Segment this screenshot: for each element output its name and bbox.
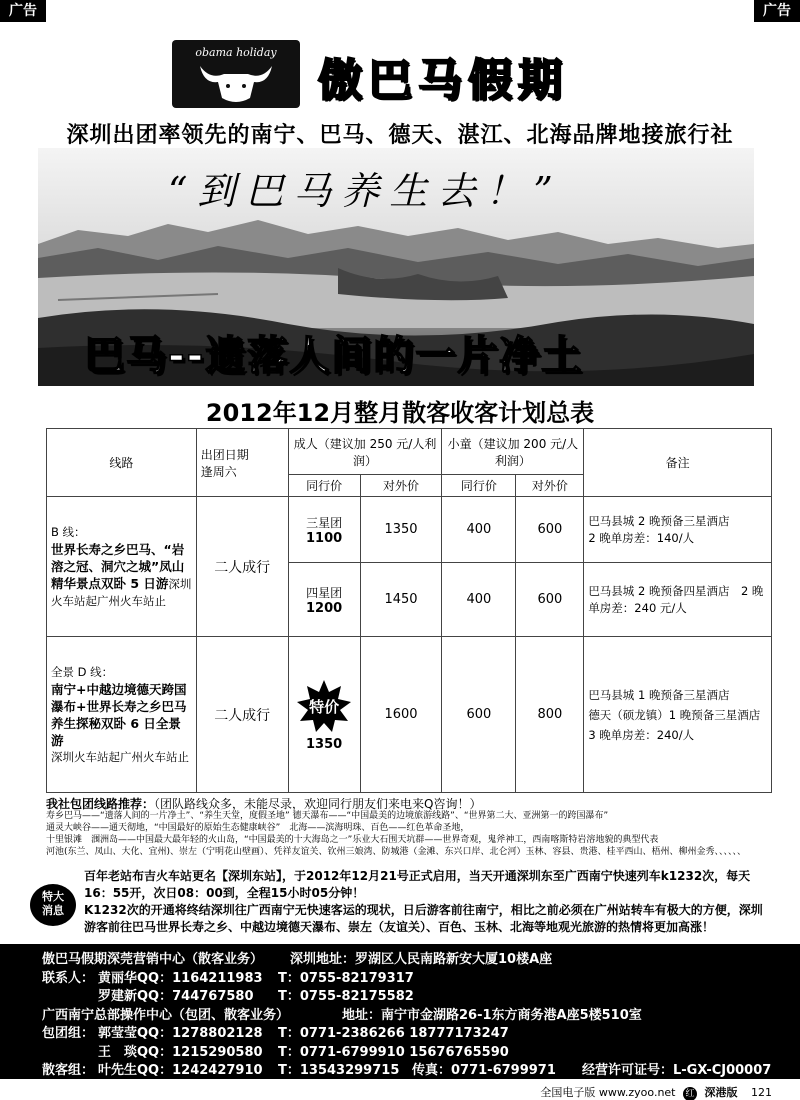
bull-head-icon (196, 60, 276, 106)
contact-label: 联系人： (42, 970, 95, 986)
header-child-retail: 对外价 (516, 475, 584, 497)
child-peer-price: 600 (442, 637, 516, 793)
brand-logo (172, 40, 300, 108)
route-name: 世界长寿之乡巴马、“岩溶之冠、洞穴之城”凤山精华景点双卧 5 日游 (51, 541, 185, 591)
route-line: 通灵大峡谷——通天彻地，“中国最好的原始生态健康峡谷” 北海——滨海明珠、百色——红色革命圣地， (46, 823, 470, 833)
child-peer-price: 400 (442, 497, 516, 563)
hq-address: 地址：南宁市金湖路26-1东方商务港A座5楼510室 (342, 1007, 642, 1023)
header-remark: 备注 (584, 429, 772, 497)
routes-note: （团队路线众多，未能尽录，欢迎同行朋友们来电来Q咨询！） (154, 797, 482, 811)
group-qq: 郭莹莹QQ：1278802128 (98, 1026, 263, 1041)
table-row (47, 637, 772, 793)
special-price-label: 特价 (309, 697, 340, 716)
footer-badge: 红 (683, 1087, 697, 1100)
route-tail: 深圳火车站起广州火车站止 (51, 749, 189, 764)
group-tel: T：13543299715 (278, 1063, 400, 1078)
adult-peer-price: 1350 (306, 736, 343, 752)
landscape-banner (38, 148, 754, 386)
route-tag: B 线： (51, 524, 86, 539)
group-tel: T：0771-6799910 15676765590 (278, 1044, 509, 1060)
hq-center: 广西南宁总部操作中心（包团、散客业务） (42, 1007, 290, 1023)
header-depart: 出团日期 逢周六 (196, 429, 288, 497)
route-name: 南宁+中越边境德天跨国瀑布+世界长寿之乡巴马养生探秘双卧 6 日全景游 (51, 681, 187, 748)
depart-cell: 二人成行 (196, 637, 288, 793)
ad-label-right: 广告 (754, 0, 800, 22)
adult-peer-price: 1100 (306, 530, 343, 546)
route-tag: 全景 D 线： (51, 664, 114, 679)
header-adult: 成人（建议加 250 元/人利润） (288, 429, 442, 475)
child-retail-price: 600 (516, 497, 584, 563)
contact-panel (0, 944, 800, 1079)
route-tail: 深圳火车站起广州火车站止 (51, 576, 192, 608)
special-price-badge (296, 678, 352, 734)
sales-address: 深圳地址：罗湖区人民南路新安大厦10楼A座 (290, 952, 553, 967)
brand-name: 傲巴马假期 (318, 55, 568, 106)
ad-label-left: 广告 (0, 0, 46, 22)
group-label: 包团组： (42, 1026, 95, 1041)
routes-title: 我社包团线路推荐： (46, 797, 155, 811)
logo-text: obama holiday (195, 46, 277, 59)
route-d-cell (47, 637, 197, 793)
route-line: 十里银滩 涠洲岛——中国最大最年轻的火山岛，“中国最美的十大海岛之一”乐业大石围天坑群——世界奇观，鬼斧神工，西南喀斯特岩溶地貌的典型代表 (46, 835, 659, 845)
route-b-cell (47, 497, 197, 637)
license: 经营许可证号：L-GX-CJ00007 (582, 1063, 772, 1078)
header-route: 线路 (47, 429, 197, 497)
route-line: 河池(东兰、凤山、大化、宜州)、崇左（宁明花山壁画）、凭祥友谊关、钦州三娘湾、防城港（金滩、东兴口岸、北仑河）玉林、容县、贵港、桂平西山、梧州、柳州金秀、、、、、、 (46, 847, 747, 857)
big-news-text: 百年老站布吉火车站更名【深圳东站】，于2012年12月21号正式启用，当天开通深圳东至广西南宁快速列车k1232次，每天16：55开，次日08：00到，全程15小时05分钟！ K1232次的开通将终结深圳往广西南宁无快速客运的现状，日后游客前往南宁，相比之前必须在广州站转车有极大的方便，深圳游客前往巴马世界长寿之乡、中越边境德天瀑布、崇左（友谊关）、百色、玉林、北海等地观光旅游的热情将更加高涨！ (84, 869, 763, 934)
remark-cell: 巴马县城 2 晚预备四星酒店 2 晚单房差：240 元/人 (584, 563, 772, 637)
adult-retail-price: 1450 (360, 563, 442, 637)
sales-center: 傲巴马假期深莞营销中心（散客业务） (42, 952, 264, 967)
contact-qq: 罗建新QQ：744767580 (98, 989, 254, 1004)
contact-qq: 黄丽华QQ：1164211983 (98, 970, 263, 986)
price-table (46, 428, 772, 793)
footer-edition: 深港版 (704, 1086, 738, 1099)
adult-retail-price: 1350 (360, 497, 442, 563)
group-tel: T：0771-2386266 18777173247 (278, 1026, 509, 1041)
child-peer-price: 400 (442, 563, 516, 637)
child-retail-price: 600 (516, 563, 584, 637)
banner-title: 巴马--遗落人间的一片净土 (84, 333, 584, 379)
adult-peer-price: 1200 (306, 600, 343, 616)
fax: 传真：0771-6799971 (412, 1063, 556, 1078)
header-child: 小童（建议加 200 元/人利润） (442, 429, 584, 475)
header (0, 30, 800, 120)
child-retail-price: 800 (516, 637, 584, 793)
header-adult-retail: 对外价 (360, 475, 442, 497)
route-line: 寿乡巴马——“遗落人间的一片净土”、“养生天堂，度假圣地” 德天瀑布——“中国最美的边境旅游线路”、“世界第二大、亚洲第一的跨国瀑布” (46, 811, 609, 821)
footer-site: 全国电子版 www.zyoo.net (540, 1086, 676, 1099)
slogan: “到巴马养生去！” (168, 169, 563, 213)
remark-cell: 巴马县城 2 晚预备三星酒店 2 晚单房差：140/人 (584, 497, 772, 563)
page-number: 121 (751, 1086, 772, 1099)
big-news-badge: 特大 消息 (30, 884, 76, 926)
header-child-peer: 同行价 (442, 475, 516, 497)
group-label: 散客组： (42, 1063, 95, 1078)
table-row (47, 497, 772, 563)
group-qq: 叶先生QQ：1242427910 (98, 1063, 263, 1078)
recommended-routes (46, 798, 786, 858)
contact-tel: T：0755-82175582 (278, 989, 414, 1004)
footer (0, 1082, 800, 1100)
group-qq: 王 琰QQ：1215290580 (98, 1044, 263, 1060)
plan-title: 2012年12月整月散客收客计划总表 (205, 399, 595, 427)
tier-level: 四星团 (306, 585, 343, 600)
contact-tel: T：0755-82179317 (278, 970, 414, 986)
header-adult-peer: 同行价 (288, 475, 360, 497)
depart-cell: 二人成行 (196, 497, 288, 637)
tagline: 深圳出团率领先的南宁、巴马、德天、湛江、北海品牌地接旅行社 (66, 123, 734, 148)
adult-retail-price: 1600 (360, 637, 442, 793)
tier-level: 三星团 (306, 515, 343, 530)
remark-cell: 巴马县城 1 晚预备三星酒店 德天（硕龙镇）1 晚预备三星酒店 3 晚单房差：240/人 (584, 637, 772, 793)
